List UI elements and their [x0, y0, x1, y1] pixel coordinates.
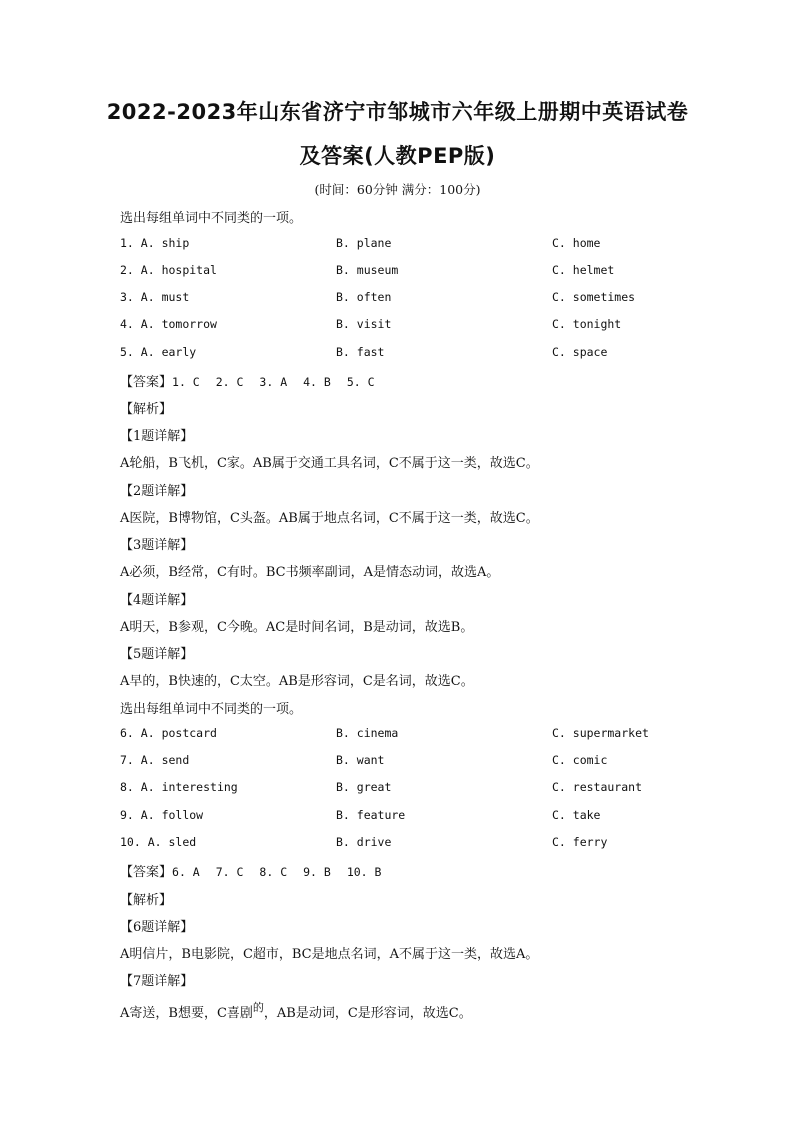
section1-instruction: 选出每组单词中不同类的一项。	[120, 211, 303, 226]
option-a: hospital	[161, 263, 217, 277]
question-number: 4. A.	[120, 317, 155, 331]
answer-value: 3. A	[259, 375, 288, 389]
question-row	[120, 835, 740, 855]
answer-value: 1. C	[172, 375, 200, 389]
detail-label: 【5题详解】	[120, 647, 194, 662]
section2-instruction: 选出每组单词中不同类的一项。	[120, 702, 303, 717]
answer-value: 4. B	[303, 375, 331, 389]
detail-text	[120, 1002, 472, 1021]
option-c: C. take	[552, 808, 601, 822]
detail-label: 【3题详解】	[120, 538, 194, 553]
option-b: B. fast	[336, 345, 385, 359]
detail-text: A明信片，B电影院，C超市，BC是地点名词，A不属于这一类，故选A。	[120, 947, 539, 962]
answer-label: 【答案】	[120, 865, 173, 880]
question-row	[120, 263, 740, 283]
option-c: C. ferry	[552, 835, 608, 849]
question-number: 6. A.	[120, 726, 155, 740]
document-title-line2: 及答案(人教PEP版)	[299, 144, 496, 168]
question-row	[120, 780, 740, 800]
option-a: follow	[161, 808, 204, 822]
answer-line	[120, 371, 391, 390]
option-c: C. restaurant	[552, 780, 643, 794]
detail-label: 【7题详解】	[120, 974, 194, 989]
answer-label: 【答案】	[120, 375, 173, 390]
answer-value: 10. B	[346, 865, 382, 879]
detail-label: 【6题详解】	[120, 920, 194, 935]
detail-text-post: ，AB是动词，C是形容词，故选C。	[263, 1006, 472, 1021]
option-b: B. museum	[336, 263, 399, 277]
option-c: C. sometimes	[552, 290, 636, 304]
detail-text: A医院，B博物馆，C头盔。AB属于地点名词，C不属于这一类，故选C。	[120, 511, 539, 526]
option-a: postcard	[161, 726, 217, 740]
option-a: early	[161, 345, 197, 359]
question-row	[120, 290, 740, 310]
option-c: C. tonight	[552, 317, 622, 331]
question-row	[120, 236, 740, 256]
question-number: 1. A.	[120, 236, 155, 250]
answer-value: 5. C	[346, 375, 375, 389]
option-c: C. comic	[552, 753, 608, 767]
detail-text-sup: 的	[252, 1001, 264, 1014]
detail-label: 【2题详解】	[120, 484, 194, 499]
question-row	[120, 317, 740, 337]
detail-text: A必须，B经常，C有时。BC书频率副词，A是情态动词，故选A。	[120, 565, 500, 580]
detail-text: A轮船，B飞机，C家。AB属于交通工具名词，C不属于这一类，故选C。	[120, 456, 539, 471]
option-a: sled	[168, 835, 197, 849]
detail-text-pre: A寄送，B想要，C喜剧	[120, 1006, 253, 1021]
question-number: 7. A.	[120, 753, 155, 767]
answer-value: 9. B	[303, 865, 331, 879]
question-number: 9. A.	[120, 808, 155, 822]
question-number: 2. A.	[120, 263, 155, 277]
option-c: C. home	[552, 236, 601, 250]
answer-value: 8. C	[259, 865, 288, 879]
exam-info: (时间：60分钟 满分：100分)	[314, 182, 481, 197]
analysis-label: 【解析】	[120, 893, 173, 908]
question-number: 8. A.	[120, 780, 155, 794]
option-c: C. helmet	[552, 263, 615, 277]
option-b: B. drive	[336, 835, 392, 849]
detail-label: 【4题详解】	[120, 593, 194, 608]
option-b: B. feature	[336, 808, 406, 822]
question-row	[120, 753, 740, 773]
option-b: B. great	[336, 780, 392, 794]
option-c: C. space	[552, 345, 608, 359]
question-number: 10. A.	[120, 835, 162, 849]
answer-line	[120, 861, 397, 880]
question-number: 5. A.	[120, 345, 155, 359]
option-a: tomorrow	[161, 317, 217, 331]
document-title-line1: 2022-2023年山东省济宁市邹城市六年级上册期中英语试卷	[106, 100, 689, 124]
answer-value: 7. C	[215, 865, 244, 879]
option-a: must	[161, 290, 190, 304]
question-row	[120, 726, 740, 746]
option-b: B. often	[336, 290, 392, 304]
question-number: 3. A.	[120, 290, 155, 304]
answer-value: 6. A	[172, 865, 200, 879]
option-b: B. plane	[336, 236, 392, 250]
detail-text: A明天，B参观，C今晚。AC是时间名词，B是动词，故选B。	[120, 620, 474, 635]
analysis-label: 【解析】	[120, 402, 173, 417]
option-a: ship	[161, 236, 190, 250]
option-b: B. visit	[336, 317, 392, 331]
option-c: C. supermarket	[552, 726, 649, 740]
option-b: B. cinema	[336, 726, 399, 740]
option-a: send	[161, 753, 190, 767]
option-a: interesting	[161, 780, 238, 794]
detail-text: A早的，B快速的，C太空。AB是形容词，C是名词，故选C。	[120, 674, 474, 689]
answer-value: 2. C	[215, 375, 244, 389]
detail-label: 【1题详解】	[120, 429, 194, 444]
question-row	[120, 808, 740, 828]
question-row	[120, 345, 740, 365]
option-b: B. want	[336, 753, 385, 767]
